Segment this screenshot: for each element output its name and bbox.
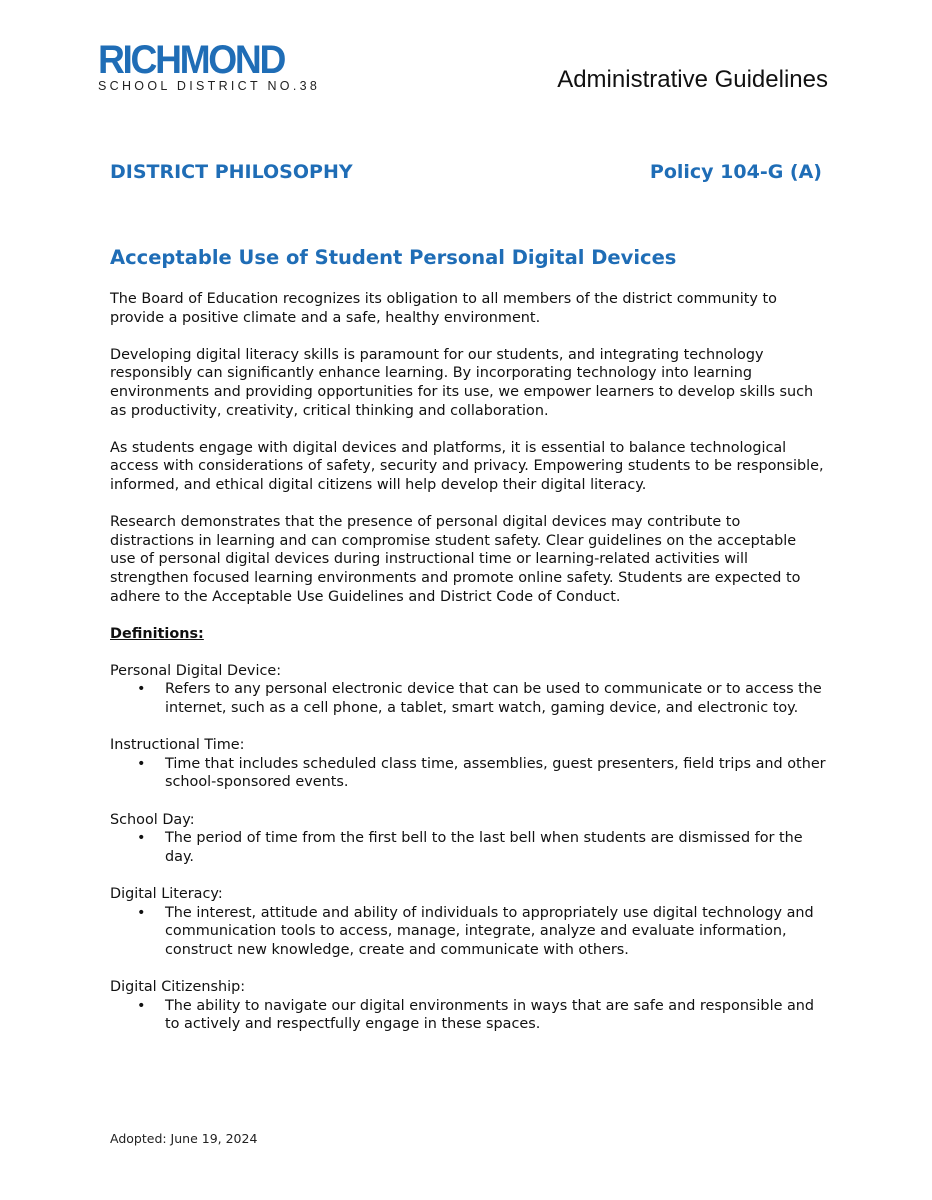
page-title: Acceptable Use of Student Personal Digital Devices: [110, 246, 677, 269]
definition-description: • Time that includes scheduled class time, assemblies, guest presenters, field trips and other school-sponsored events.: [165, 755, 826, 792]
definition-list: [110, 997, 826, 1034]
definition-term: Personal Digital Device:: [110, 662, 282, 679]
definition-term: Instructional Time:: [110, 737, 245, 754]
logo-subtitle: SCHOOL DISTRICT NO.38: [98, 79, 321, 93]
paragraph: Research demonstrates that the presence of personal digital devices may contribute to distractions in learning and can compromise student safety. Clear guidelines on the acceptable use of personal digital devices during instructional time or learning-related activities will strengthen focused learning environments and promote online safety. Students are expected to adhere to the Acceptable Use Guidelines and District Code of Conduct.: [110, 514, 801, 605]
definition-list: [110, 904, 826, 960]
definitions-heading: Definitions:: [110, 625, 204, 642]
document-header-title: Administrative Guidelines: [557, 66, 828, 93]
paragraph: Developing digital literacy skills is paramount for our students, and integrating technology responsibly can significantly enhance learning. By incorporating technology into learning environments and providing opportunities for its use, we empower learners to develop skills such as productivity, creativity, critical thinking and collaboration.: [110, 346, 814, 419]
definition-description: • The interest, attitude and ability of individuals to appropriately use digital technology and communication tools to access, manage, integrate, analyze and evaluate information, construct new knowledge, create and communicate with others.: [165, 904, 826, 960]
section-label: DISTRICT PHILOSOPHY: [110, 161, 353, 183]
policy-number: Policy 104-G (A): [649, 161, 822, 183]
definition-term: Digital Literacy:: [110, 886, 223, 902]
district-logo: [98, 38, 321, 93]
definition-item: [110, 662, 826, 718]
paragraph: The Board of Education recognizes its obligation to all members of the district community to provide a positive climate and a safe, healthy environment.: [110, 291, 777, 326]
definition-list: [110, 755, 826, 792]
definition-description: • The period of time from the first bell to the last bell when students are dismissed for the day.: [165, 829, 826, 866]
definition-description: • The ability to navigate our digital environments in ways that are safe and responsible and to actively and respectfully engage in these spaces.: [165, 997, 826, 1034]
definition-item: [110, 811, 826, 867]
adopted-date: Adopted: June 19, 2024: [110, 1131, 258, 1146]
definition-list: [110, 829, 826, 866]
definition-list: [110, 680, 826, 717]
definition-term: School Day:: [110, 811, 195, 828]
definition-description: • Refers to any personal electronic device that can be used to communicate or to access the internet, such as a cell phone, a tablet, smart watch, gaming device, and electronic toy.: [165, 680, 826, 717]
document-body: [110, 290, 826, 1052]
paragraph: As students engage with digital devices and platforms, it is essential to balance technological access with considerations of safety, security and privacy. Empowering students to be responsible, informed, and ethical digital citizens will help develop their digital literacy.: [110, 439, 824, 493]
definition-term: Digital Citizenship:: [110, 978, 246, 995]
logo-wordmark: RICHMOND: [98, 38, 284, 82]
definition-item: [110, 736, 826, 792]
definition-item: [110, 885, 826, 959]
section-heading-row: [110, 161, 822, 183]
definition-item: [110, 978, 826, 1034]
